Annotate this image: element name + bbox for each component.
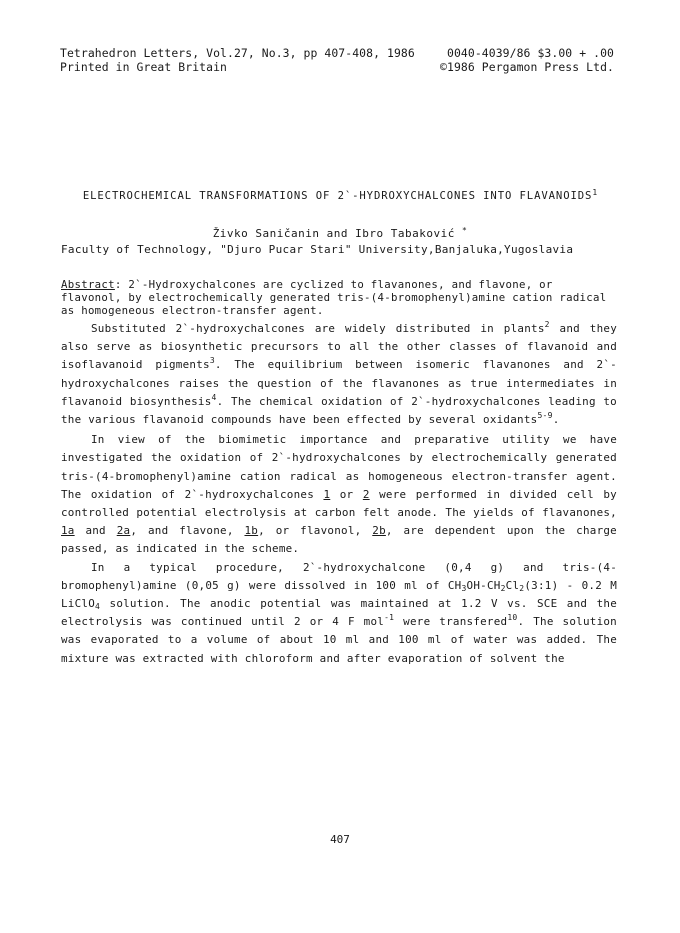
journal-citation: Tetrahedron Letters, Vol.27, No.3, pp 407-408, 1986 bbox=[60, 46, 415, 60]
text-run: were transfered bbox=[394, 615, 508, 629]
text-run: Cl bbox=[505, 578, 520, 592]
text-run: . bbox=[552, 413, 560, 427]
text-run: , and flavone, bbox=[130, 524, 245, 538]
superscript: -1 bbox=[384, 613, 395, 623]
citation-ref: 10 bbox=[507, 613, 518, 623]
subscript: 2 bbox=[519, 583, 525, 593]
title-text: ELECTROCHEMICAL TRANSFORMATIONS OF 2`-HYDROXYCHALCONES INTO FLAVANOIDS bbox=[82, 190, 593, 202]
body-text bbox=[61, 320, 617, 668]
text-run: Substituted 2`-hydroxychalcones are widely distributed in plants bbox=[91, 322, 545, 335]
abstract-text: : 2`-Hydroxychalcones are cyclized to flavanones, and flavone, or flavonol, by electrochemically generated tris-(4-bromophenyl)amine cation radical as homogeneous electron-transfer agent. bbox=[61, 278, 607, 317]
text-run: solution. The anodic potential was maintained at 1.2 V vs. SCE and the electrolysis was continued until 2 or 4 F mol bbox=[61, 597, 617, 629]
corresponding-author-mark: * bbox=[461, 226, 468, 235]
text-run: and they also serve as biosynthetic precursors to all the other classes of flavanoid and isoflavanoid pigments bbox=[61, 322, 617, 372]
text-run: In a typical procedure, 2`-hydroxychalcone (0,4 g) and tris-(4-bromophenyl)amine (0,05 g) were dissolved in 100 ml of CH bbox=[61, 560, 617, 592]
text-run: , are dependent upon the charge passed, as indicated in the scheme. bbox=[61, 524, 617, 556]
text-run: In view of the biomimetic importance and preparative utility we have investigated the oxidation of 2`-hydroxychalcones by electrochemically generated tris-(4-bromophenyl)amine cation radical as homogeneous electron-transfer agent. The oxidation of 2`-hydroxychalcones bbox=[61, 433, 617, 501]
compound-label: 1b bbox=[244, 524, 259, 538]
text-run: (3:1) - 0.2 M LiClO bbox=[61, 578, 617, 611]
title-footnote-ref: 1 bbox=[592, 188, 598, 197]
author-line bbox=[0, 226, 680, 240]
text-run: OH-CH bbox=[466, 578, 501, 592]
paragraph-1 bbox=[61, 320, 617, 429]
subscript: 4 bbox=[95, 602, 101, 612]
page-number: 407 bbox=[330, 833, 350, 846]
copyright-notice: ©1986 Pergamon Press Ltd. bbox=[440, 60, 614, 74]
citation-ref: 2 bbox=[544, 320, 550, 329]
issn-price: 0040-4039/86 $3.00 + .00 bbox=[447, 46, 614, 60]
paragraph-3 bbox=[61, 559, 617, 668]
citation-ref: 4 bbox=[211, 392, 217, 402]
printed-location: Printed in Great Britain bbox=[60, 60, 227, 74]
text-run: . The equilibrium between isomeric flavanones and 2`-hydroxychalcones raises the question of the flavanones as true intermediates in flavanoid biosynthesis bbox=[61, 358, 617, 408]
text-run: . The solution was evaporated to a volume of about 10 ml and 100 ml of water was added. The mixture was extracted with chloroform and after evaporation of solvent the bbox=[61, 615, 617, 665]
text-run: , or flavonol, bbox=[258, 524, 373, 538]
affiliation: Faculty of Technology, "Djuro Pucar Stari" University,Banjaluka,Yugoslavia bbox=[61, 243, 574, 256]
citation-ref: 5-9 bbox=[537, 411, 553, 421]
citation-ref: 3 bbox=[209, 356, 215, 366]
compound-label: 2b bbox=[372, 524, 386, 538]
subscript: 2 bbox=[500, 583, 506, 593]
compound-label: 2a bbox=[116, 524, 131, 538]
abstract-label: Abstract bbox=[61, 278, 115, 291]
text-run: or bbox=[330, 487, 363, 501]
compound-label: 2 bbox=[362, 487, 370, 501]
compound-label: 1a bbox=[61, 524, 75, 538]
article-title bbox=[0, 188, 680, 202]
paragraph-2 bbox=[61, 431, 617, 558]
text-run: . The chemical oxidation of 2`-hydroxychalcones leading to the various flavanoid compounds have been effected by several oxidants bbox=[61, 394, 617, 427]
abstract bbox=[61, 278, 617, 317]
author-names: Živko Saničanin and Ibro Tabaković bbox=[212, 227, 455, 240]
text-run: were performed in divided cell by controlled potential electrolysis at carbon felt anode. The yields of flavanones, bbox=[61, 487, 617, 520]
text-run: and bbox=[74, 524, 117, 538]
subscript: 3 bbox=[461, 583, 467, 593]
compound-label: 1 bbox=[323, 487, 331, 501]
